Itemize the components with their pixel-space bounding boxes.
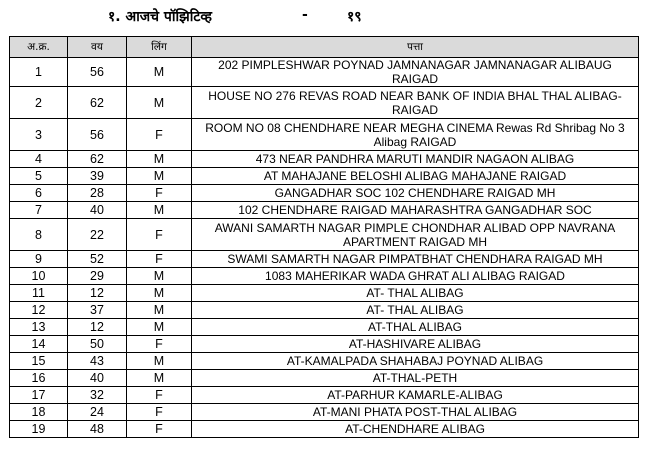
cell-serial: 6 <box>10 185 68 202</box>
positive-count: १९ <box>347 9 362 25</box>
table-row <box>10 168 639 185</box>
table-header-row <box>10 37 639 58</box>
heading-separator: - <box>302 7 308 23</box>
table-row <box>10 268 639 285</box>
cell-age: 56 <box>68 119 127 151</box>
cell-age: 56 <box>68 58 127 87</box>
cell-serial: 15 <box>10 353 68 370</box>
cell-age: 43 <box>68 353 127 370</box>
table-row <box>10 404 639 421</box>
table-row <box>10 353 639 370</box>
cell-address: AT- THAL ALIBAG <box>192 302 639 319</box>
cell-gender: M <box>127 268 192 285</box>
header-address: पत्ता <box>192 37 639 58</box>
table-row <box>10 58 639 87</box>
cell-age: 39 <box>68 168 127 185</box>
header-serial: अ.क्र. <box>10 37 68 58</box>
cell-address: ROOM NO 08 CHENDHARE NEAR MEGHA CINEMA Rewas Rd Shribag No 3 Alibag RAIGAD <box>192 119 639 151</box>
cell-age: 12 <box>68 319 127 336</box>
cell-serial: 13 <box>10 319 68 336</box>
cell-address: SWAMI SAMARTH NAGAR PIMPATBHAT CHENDHARA RAIGAD MH <box>192 251 639 268</box>
cell-gender: M <box>127 58 192 87</box>
table-row <box>10 219 639 251</box>
patients-table <box>9 36 639 438</box>
cell-gender: F <box>127 119 192 151</box>
cell-address: 1083 MAHERIKAR WADA GHRAT ALI ALIBAG RAIGAD <box>192 268 639 285</box>
cell-age: 50 <box>68 336 127 353</box>
cell-serial: 16 <box>10 370 68 387</box>
cell-age: 12 <box>68 285 127 302</box>
cell-address: AT-THAL-PETH <box>192 370 639 387</box>
cell-serial: 3 <box>10 119 68 151</box>
cell-serial: 11 <box>10 285 68 302</box>
cell-age: 52 <box>68 251 127 268</box>
cell-address: AWANI SAMARTH NAGAR PIMPLE CHONDHAR ALIBAD OPP NAVRANA APARTMENT RAIGAD MH <box>192 219 639 251</box>
table-row <box>10 387 639 404</box>
cell-gender: F <box>127 404 192 421</box>
cell-gender: M <box>127 353 192 370</box>
cell-address: AT-HASHIVARE ALIBAG <box>192 336 639 353</box>
cell-gender: F <box>127 251 192 268</box>
header-gender: लिंग <box>127 37 192 58</box>
cell-gender: M <box>127 168 192 185</box>
cell-age: 28 <box>68 185 127 202</box>
cell-address: AT-KAMALPADA SHAHABAJ POYNAD ALIBAG <box>192 353 639 370</box>
table-row <box>10 151 639 168</box>
cell-age: 24 <box>68 404 127 421</box>
table-row <box>10 285 639 302</box>
cell-address: AT-MANI PHATA POST-THAL ALIBAG <box>192 404 639 421</box>
cell-gender: M <box>127 87 192 119</box>
cell-gender: M <box>127 302 192 319</box>
cell-serial: 5 <box>10 168 68 185</box>
cell-serial: 18 <box>10 404 68 421</box>
table-row <box>10 421 639 438</box>
document-heading <box>0 3 650 29</box>
table-row <box>10 202 639 219</box>
cell-gender: F <box>127 387 192 404</box>
cell-serial: 2 <box>10 87 68 119</box>
heading-title: १. आजचे पॉझिटिव्ह <box>108 9 212 25</box>
cell-gender: M <box>127 319 192 336</box>
cell-address: HOUSE NO 276 REVAS ROAD NEAR BANK OF INDIA BHAL THAL ALIBAG-RAIGAD <box>192 87 639 119</box>
cell-gender: F <box>127 421 192 438</box>
cell-serial: 17 <box>10 387 68 404</box>
cell-gender: F <box>127 336 192 353</box>
cell-serial: 7 <box>10 202 68 219</box>
cell-age: 62 <box>68 151 127 168</box>
cell-address: AT- THAL ALIBAG <box>192 285 639 302</box>
header-age: वय <box>68 37 127 58</box>
cell-serial: 9 <box>10 251 68 268</box>
table-row <box>10 251 639 268</box>
cell-gender: F <box>127 219 192 251</box>
table-row <box>10 319 639 336</box>
cell-address: AT-THAL ALIBAG <box>192 319 639 336</box>
table-row <box>10 302 639 319</box>
cell-age: 22 <box>68 219 127 251</box>
cell-gender: M <box>127 151 192 168</box>
cell-age: 32 <box>68 387 127 404</box>
cell-age: 40 <box>68 370 127 387</box>
cell-age: 37 <box>68 302 127 319</box>
cell-age: 48 <box>68 421 127 438</box>
cell-serial: 10 <box>10 268 68 285</box>
cell-age: 29 <box>68 268 127 285</box>
table-row <box>10 370 639 387</box>
cell-gender: M <box>127 370 192 387</box>
cell-age: 62 <box>68 87 127 119</box>
table-row <box>10 185 639 202</box>
cell-serial: 14 <box>10 336 68 353</box>
cell-address: 473 NEAR PANDHRA MARUTI MANDIR NAGAON ALIBAG <box>192 151 639 168</box>
cell-serial: 19 <box>10 421 68 438</box>
table-row <box>10 336 639 353</box>
cell-serial: 1 <box>10 58 68 87</box>
cell-gender: F <box>127 185 192 202</box>
table-row <box>10 119 639 151</box>
cell-serial: 8 <box>10 219 68 251</box>
cell-gender: M <box>127 285 192 302</box>
cell-serial: 4 <box>10 151 68 168</box>
cell-address: 202 PIMPLESHWAR POYNAD JAMNANAGAR JAMNANAGAR ALIBAUG RAIGAD <box>192 58 639 87</box>
cell-gender: M <box>127 202 192 219</box>
table-row <box>10 87 639 119</box>
cell-address: GANGADHAR SOC 102 CHENDHARE RAIGAD MH <box>192 185 639 202</box>
cell-address: AT-PARHUR KAMARLE-ALIBAG <box>192 387 639 404</box>
cell-address: AT-CHENDHARE ALIBAG <box>192 421 639 438</box>
cell-serial: 12 <box>10 302 68 319</box>
cell-address: 102 CHENDHARE RAIGAD MAHARASHTRA GANGADHAR SOC <box>192 202 639 219</box>
cell-age: 40 <box>68 202 127 219</box>
cell-address: AT MAHAJANE BELOSHI ALIBAG MAHAJANE RAIGAD <box>192 168 639 185</box>
